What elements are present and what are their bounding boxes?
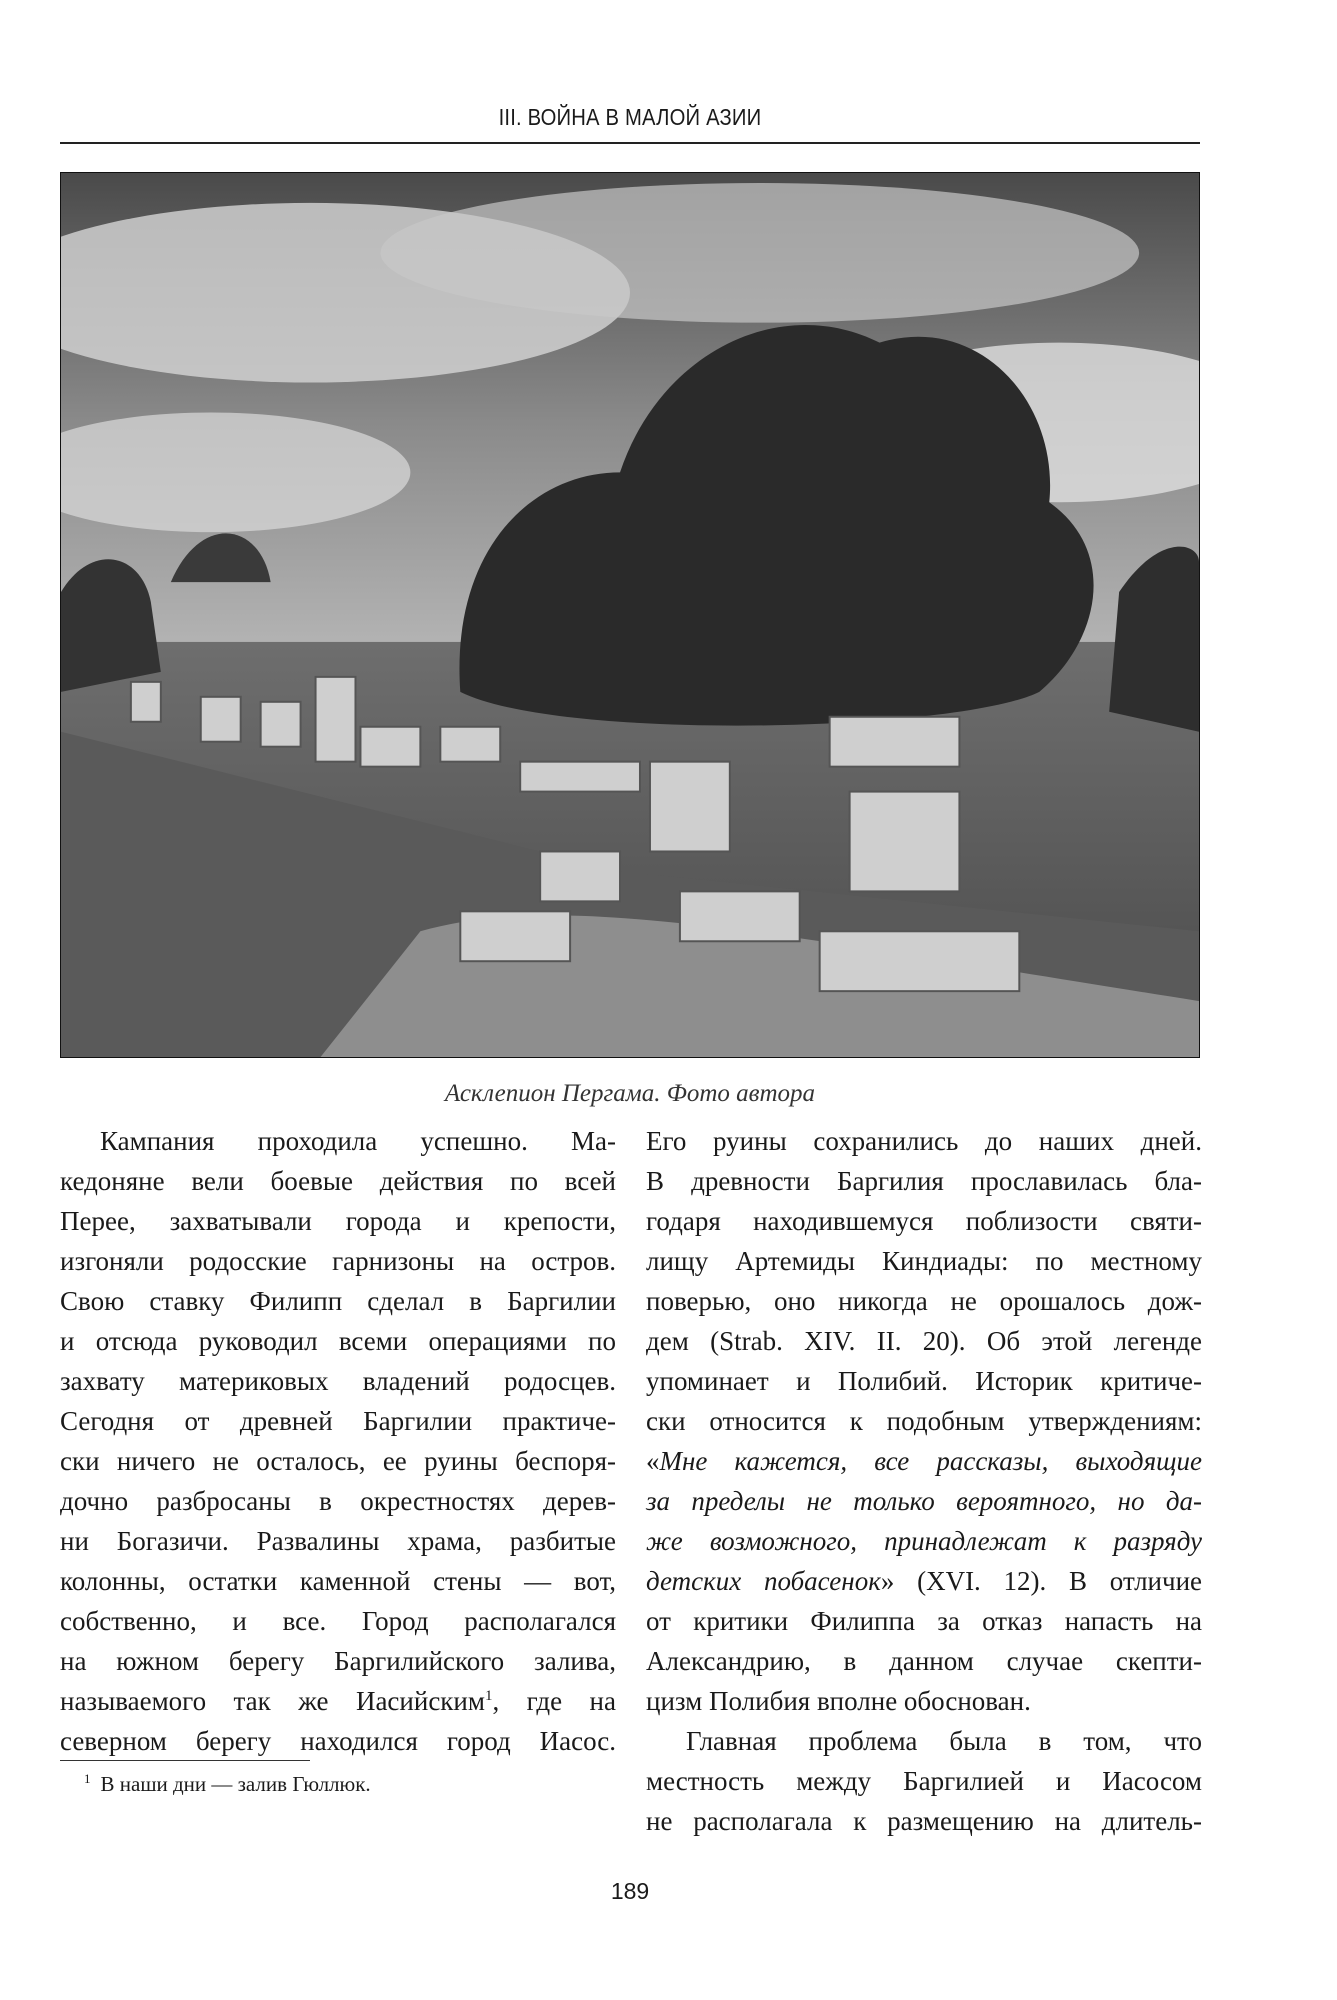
text-line <box>60 1721 616 1761</box>
text-line <box>60 1681 616 1721</box>
text-segment: ски относится к подобным утверждениям: <box>646 1406 1202 1436</box>
text-line <box>646 1241 1202 1281</box>
text-line <box>60 1361 616 1401</box>
text-segment: же возможного, принадлежат к разряду <box>646 1526 1202 1556</box>
footnote-mark: 1 <box>84 1771 91 1786</box>
text-line <box>646 1801 1202 1841</box>
text-segment: Его руины сохранились до наших дней. <box>646 1126 1202 1156</box>
text-segment: не располагала к размещению на длитель- <box>646 1806 1202 1836</box>
text-line <box>60 1161 616 1201</box>
text-line <box>60 1521 616 1561</box>
text-line <box>646 1441 1202 1481</box>
text-segment: » (XVI. 12). В отличие <box>880 1566 1203 1596</box>
text-segment: лищу Артемиды Киндиады: по местному <box>646 1246 1202 1276</box>
text-line <box>60 1121 616 1161</box>
text-line <box>60 1601 616 1641</box>
footnote <box>84 1772 371 1797</box>
text-line <box>60 1281 616 1321</box>
text-line <box>646 1761 1202 1801</box>
text-line <box>646 1641 1202 1681</box>
text-line <box>60 1641 616 1681</box>
text-line <box>646 1721 1202 1761</box>
text-line <box>646 1681 1202 1721</box>
text-segment: детских побасенок <box>646 1566 881 1596</box>
text-segment: Сегодня от древней Баргилии практиче- <box>60 1406 616 1436</box>
text-line <box>646 1281 1202 1321</box>
text-segment: ски ничего не осталось, ее руины беспоря- <box>60 1446 616 1476</box>
photo-asklepion <box>60 172 1200 1058</box>
text-segment: кедоняне вели боевые действия по всей <box>60 1166 616 1196</box>
text-segment: упоминает и Полибий. Историк критиче- <box>646 1366 1202 1396</box>
text-line <box>60 1321 616 1361</box>
text-segment: дем (Strab. XIV. II. 20). Об этой легенде <box>646 1326 1202 1356</box>
text-line <box>60 1481 616 1521</box>
text-line <box>60 1401 616 1441</box>
photo-caption: Асклепион Пергама. Фото автора <box>444 1080 816 1107</box>
text-line <box>60 1441 616 1481</box>
text-segment: годаря находившемуся поблизости святи- <box>646 1206 1202 1236</box>
text-line <box>60 1241 616 1281</box>
footnote-ref: 1 <box>484 1688 493 1704</box>
text-segment: поверью, оно никогда не орошалось дож- <box>646 1286 1202 1316</box>
text-line <box>60 1561 616 1601</box>
text-segment: Свою ставку Филипп сделал в Баргилии <box>60 1286 616 1316</box>
text-line <box>646 1361 1202 1401</box>
page-number: 189 <box>610 1878 650 1904</box>
running-head: III. ВОЙНА В МАЛОЙ АЗИИ <box>498 104 762 130</box>
text-segment: « <box>646 1446 660 1476</box>
text-segment: захвату материковых владений родосцев. <box>60 1366 616 1396</box>
text-segment: северном берегу находился город Иасос. <box>60 1726 616 1756</box>
text-segment: Главная проблема была в том, что <box>686 1726 1202 1756</box>
text-line <box>646 1321 1202 1361</box>
header-rule <box>60 142 1200 144</box>
text-line <box>646 1121 1202 1161</box>
text-line <box>646 1601 1202 1641</box>
text-line <box>646 1481 1202 1521</box>
footnote-rule <box>60 1760 310 1761</box>
text-segment: Мне кажется, все рассказы, выходящие <box>659 1446 1202 1476</box>
text-segment: местность между Баргилией и Иасосом <box>646 1766 1202 1796</box>
text-line <box>60 1201 616 1241</box>
left-text-column <box>60 1121 616 1761</box>
text-line <box>646 1521 1202 1561</box>
right-text-column <box>646 1121 1202 1841</box>
text-segment: за пределы не только вероятного, но да- <box>646 1486 1202 1516</box>
text-segment: цизм Полибия вполне обоснован. <box>646 1686 1031 1716</box>
text-segment: Перее, захватывали города и крепости, <box>60 1206 616 1236</box>
text-segment: Александрию, в данном случае скепти- <box>646 1646 1202 1676</box>
footnote-text: В наши дни — залив Гюллюк. <box>100 1772 371 1796</box>
text-segment: изгоняли родосские гарнизоны на остров. <box>60 1246 616 1276</box>
text-segment: Кампания проходила успешно. Ма- <box>100 1126 616 1156</box>
text-line <box>646 1161 1202 1201</box>
text-line <box>646 1401 1202 1441</box>
text-segment: собственно, и все. Город располагался <box>60 1606 616 1636</box>
text-segment: и отсюда руководил всеми операциями по <box>60 1326 616 1356</box>
text-line <box>646 1201 1202 1241</box>
text-segment: ни Богазичи. Развалины храма, разбитые <box>60 1526 616 1556</box>
text-segment: В древности Баргилия прославилась бла- <box>646 1166 1202 1196</box>
text-segment: на южном берегу Баргилийского залива, <box>60 1646 616 1676</box>
text-segment: , где на <box>492 1686 616 1716</box>
text-segment: колонны, остатки каменной стены — вот, <box>60 1566 616 1596</box>
text-segment: от критики Филиппа за отказ напасть на <box>646 1606 1202 1636</box>
text-line <box>646 1561 1202 1601</box>
text-segment: дочно разбросаны в окрестностях дерев- <box>60 1486 616 1516</box>
text-segment: называемого так же Иасийским <box>60 1686 485 1716</box>
